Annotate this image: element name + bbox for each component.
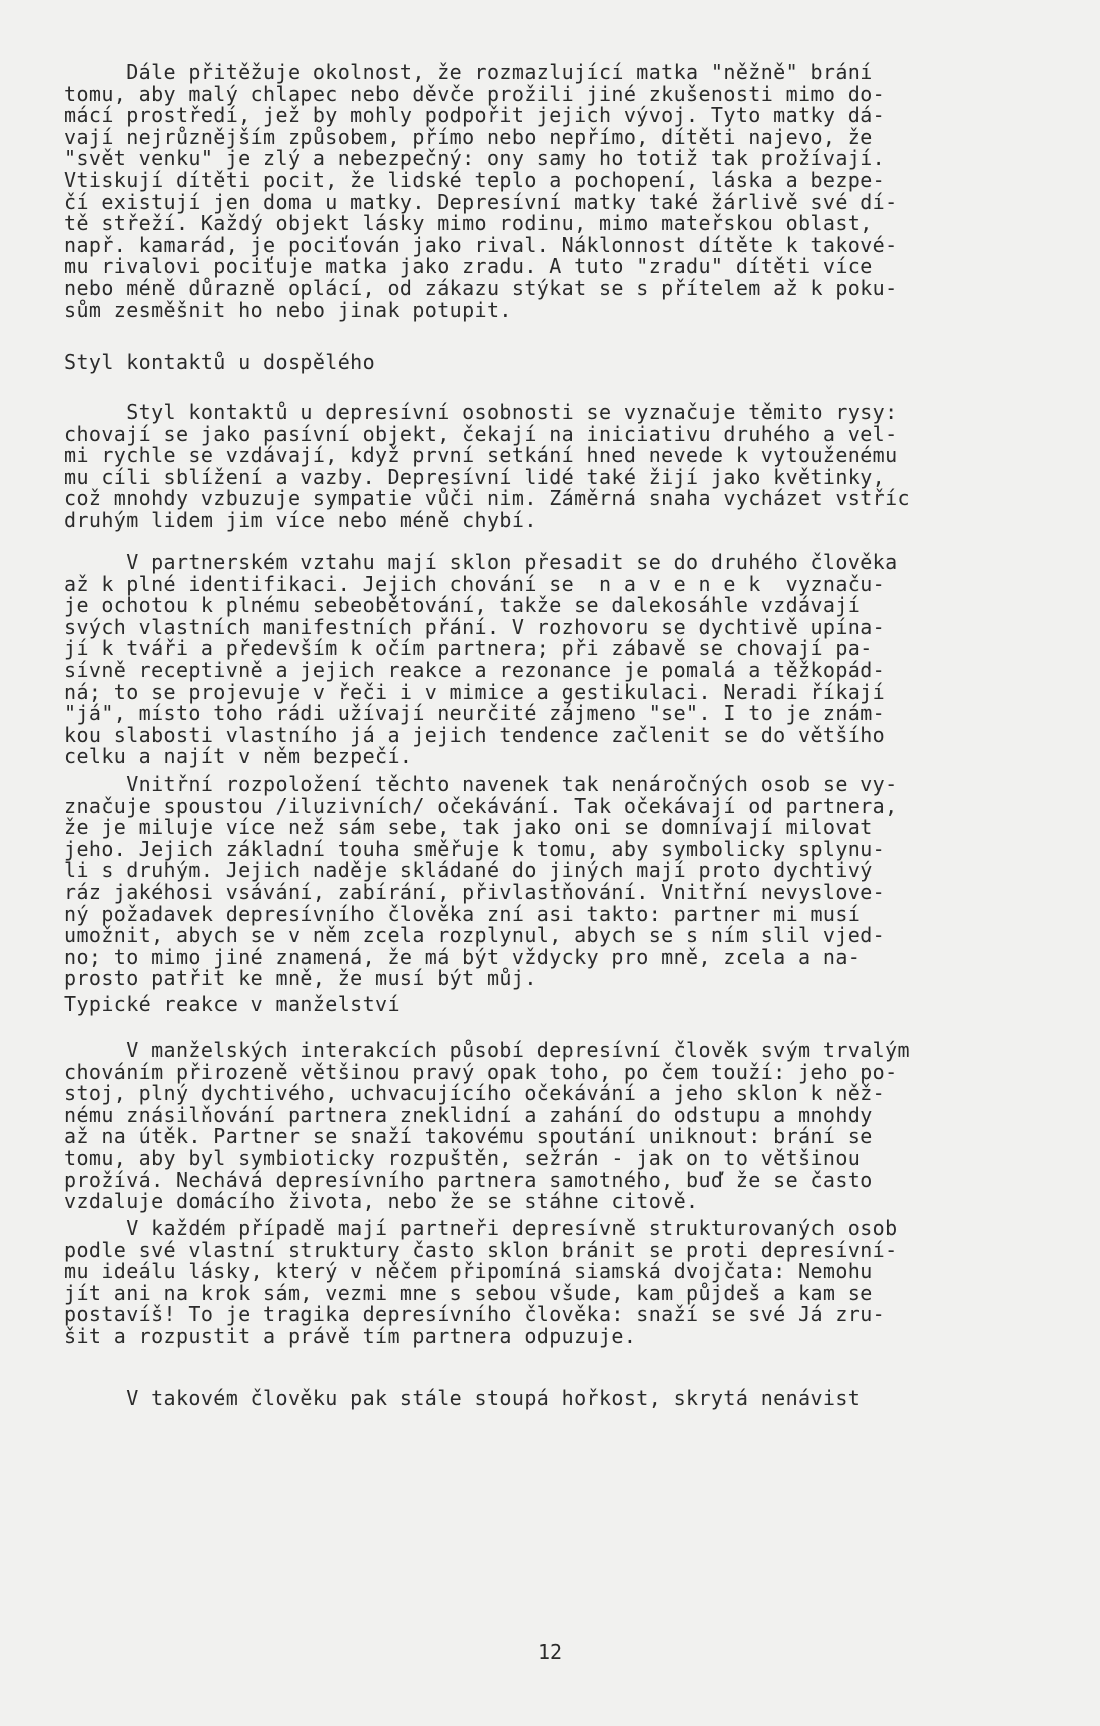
text-line: že je miluje více než sám sebe, tak jako oni se domnívají milovat — [64, 815, 873, 840]
text-line: prosto patřit ke mně, že musí být můj. — [64, 966, 537, 991]
paragraph — [64, 402, 1054, 532]
text-line: což mnohdy vzbuzuje sympatie vůči nim. Záměrná snaha vycházet vstříc — [64, 486, 910, 511]
text-line: kou slabosti vlastního já a jejich tendence začlenit se do většího — [64, 722, 886, 747]
paragraph — [64, 552, 1054, 768]
text-line: až na útěk. Partner se snaží takovému spoutání uniknout: brání se — [64, 1124, 873, 1149]
text-line: chovají se jako pasívní objekt, čekají na iniciativu druhého a vel- — [64, 421, 898, 446]
page-number: 12 — [537, 1640, 563, 1664]
paragraph — [64, 1218, 1054, 1348]
text-line: "já", místo toho rádi užívají neurčité zájmeno "se". I to je znám- — [64, 701, 886, 726]
text-line: jít ani na krok sám, vezmi mne s sebou všude, kam půjdeš a kam se — [64, 1280, 873, 1305]
text-line: Vnitřní rozpoložení těchto navenek tak nenáročných osob se vy- — [64, 772, 898, 796]
text-line: vzdaluje domácího života, nebo že se stáhne citově. — [64, 1189, 699, 1214]
text-line: jeho. Jejich základní touha směřuje k tomu, aby symbolicky splynu- — [64, 836, 886, 861]
paragraph — [64, 1388, 1054, 1410]
text-line: celku a najít v něm bezpečí. — [64, 744, 413, 769]
text-line: mu ideálu lásky, který v něčem připomíná siamská dvojčata: Nemohu — [64, 1259, 873, 1284]
text-line: jí k tváři a především k očím partnera; při zábavě se chovají pa- — [64, 636, 873, 661]
text-line: šit a rozpustit a právě tím partnera odpuzuje. — [64, 1323, 637, 1348]
text-line: Styl kontaktů u depresívní osobnosti se vyznačuje těmito rysy: — [64, 400, 898, 424]
text-line: umožnit, abych se v něm zcela rozplynul, abych se s ním slil vjed- — [64, 923, 886, 948]
text-line: postavíš! To je tragika depresívního člověka: snaží se své Já zru- — [64, 1302, 886, 1327]
text-line: čí existují jen doma u matky. Depresívní matky také žárlivě své dí- — [64, 189, 898, 214]
text-line: podle své vlastní struktury často sklon bránit se proti depresívní- — [64, 1237, 898, 1262]
text-line: tomu, aby malý chlapec nebo děvče prožili jiné zkušenosti mimo do- — [64, 81, 886, 106]
text-line: chováním přirozeně většinou pravý opak toho, po čem touží: jeho po- — [64, 1059, 898, 1084]
text-line: nému znásilňování partnera zneklidní a zahání do odstupu a mnohdy — [64, 1102, 873, 1127]
paragraph — [64, 62, 1054, 321]
text-line: li s druhým. Jejich naděje skládané do jiných mají proto dychtivý — [64, 858, 873, 883]
paragraph — [64, 1040, 1054, 1213]
text-line: tomu, aby byl symbioticky rozpuštěn, sežrán - jak on to většinou — [64, 1145, 861, 1170]
paragraph — [64, 774, 1054, 990]
text-line: vají nejrůznějším způsobem, přímo nebo nepřímo, dítěti najevo, že — [64, 124, 873, 149]
text-line: mi rychle se vzdávají, když první setkání hned nevede k vytouženému — [64, 443, 898, 468]
text-line: V takovém člověku pak stále stoupá hořkost, skrytá nenávist — [64, 1386, 861, 1410]
section-heading: Styl kontaktů u dospělého — [64, 350, 376, 374]
text-line: prožívá. Nechává depresívního partnera samotného, buď že se často — [64, 1167, 873, 1192]
text-line: ráz jakéhosi vsávání, zabírání, přivlastňování. Vnitřní nevyslove- — [64, 879, 886, 904]
text-line: V každém případě mají partneři depresívně strukturovaných osob — [64, 1216, 898, 1240]
section-heading: Typické reakce v manželství — [64, 992, 400, 1016]
text-line: ný požadavek depresívního člověka zní asi takto: partner mi musí — [64, 901, 861, 926]
text-line: nebo méně důrazně oplácí, od zákazu stýkat se s přítelem až k poku- — [64, 275, 898, 300]
text-line: až k plné identifikaci. Jejich chování se n a v e n e k vyznaču- — [64, 571, 886, 596]
text-line: stoj, plný dychtivého, uchvacujícího očekávání a jeho sklon k něž- — [64, 1081, 886, 1106]
text-line: Dále přitěžuje okolnost, že rozmazlující matka "něžně" brání — [64, 60, 873, 84]
text-line: V partnerském vztahu mají sklon přesadit se do druhého člověka — [64, 550, 898, 574]
text-line: V manželských interakcích působí depresívní člověk svým trvalým — [64, 1038, 910, 1062]
text-line: např. kamarád, je pociťován jako rival. Náklonnost dítěte k takové- — [64, 232, 898, 257]
text-line: mu rivalovi pociťuje matka jako zradu. A tuto "zradu" dítěti více — [64, 254, 873, 279]
text-line: sům zesměšnit ho nebo jinak potupit. — [64, 297, 512, 322]
text-line: sívně receptivně a jejich reakce a rezonance je pomalá a těžkopád- — [64, 657, 886, 682]
text-line: druhým lidem jim více nebo méně chybí. — [64, 507, 537, 532]
text-line: svých vlastních manifestních přání. V rozhovoru se dychtivě upína- — [64, 614, 886, 639]
text-line: mu cíli sblížení a vazby. Depresívní lidé také žijí jako květinky, — [64, 464, 886, 489]
text-line: no; to mimo jiné znamená, že má být vždycky pro mně, zcela a na- — [64, 944, 861, 969]
text-line: značuje spoustou /iluzivních/ očekávání. Tak očekávají od partnera, — [64, 793, 898, 818]
text-line: mácí prostředí, jež by mohly podpořit jejich vývoj. Tyto matky dá- — [64, 103, 886, 128]
text-line: tě střeží. Každý objekt lásky mimo rodinu, mimo mateřskou oblast, — [64, 211, 873, 236]
text-line: je ochotou k plnému sebeobětování, takže se dalekosáhle vzdávají — [64, 593, 861, 618]
text-line: "svět venku" je zlý a nebezpečný: ony samy ho totiž tak prožívají. — [64, 146, 886, 171]
text-line: Vtiskují dítěti pocit, že lidské teplo a pochopení, láska a bezpe- — [64, 167, 886, 192]
text-line: ná; to se projevuje v řeči i v mimice a gestikulaci. Neradi říkají — [64, 679, 886, 704]
